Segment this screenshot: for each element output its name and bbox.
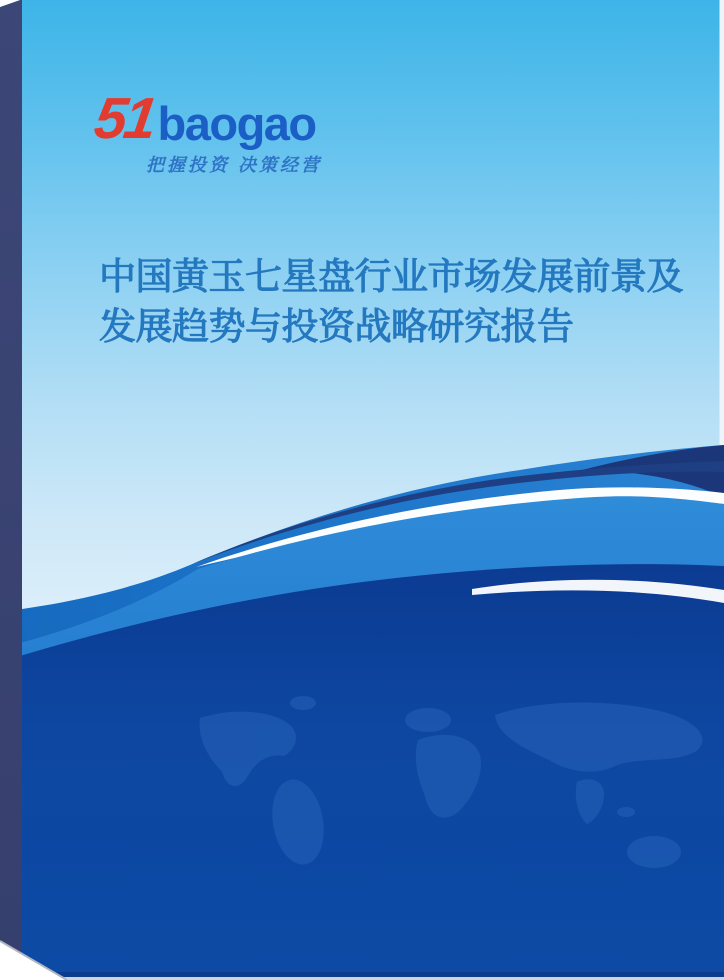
bottom-edge-shadow (0, 972, 724, 977)
report-title-line2: 发展趋势与投资战略研究报告 (99, 306, 574, 347)
book-spine (0, 0, 22, 980)
brand-logo-wordmark (90, 86, 322, 151)
report-title (99, 252, 699, 352)
logo-name-baogao: baogao (157, 97, 316, 151)
brand-logo (90, 86, 323, 177)
report-title-line1: 中国黄玉七星盘行业市场发展前景及 (99, 256, 683, 297)
right-page-edge (720, 0, 724, 470)
brand-tagline: 把握投资 决策经营 (146, 154, 323, 175)
logo-prefix-51: 51 (90, 86, 159, 151)
